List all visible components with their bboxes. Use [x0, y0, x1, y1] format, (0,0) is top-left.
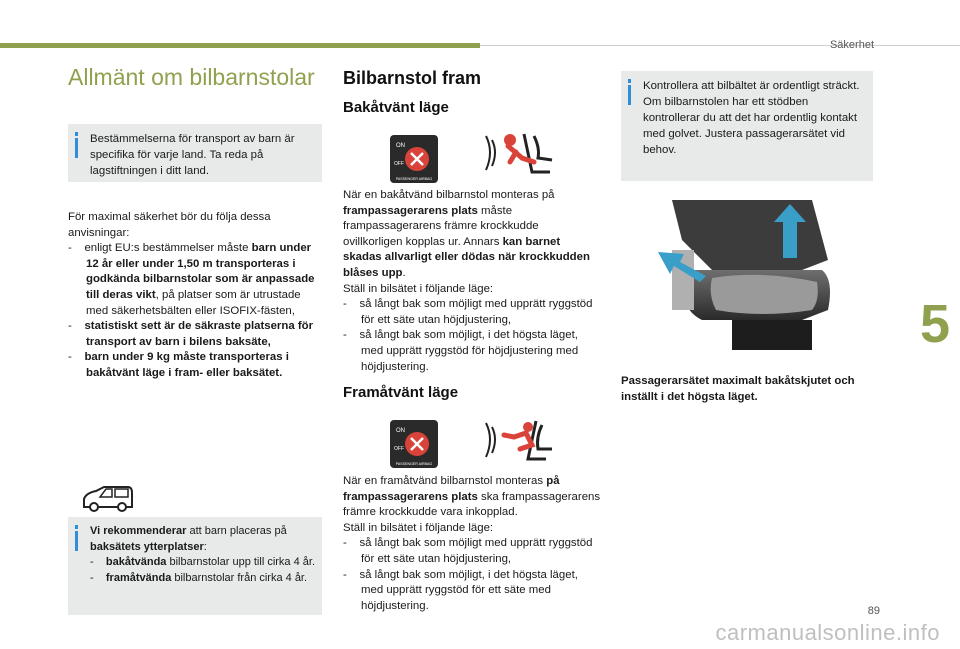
chapter-number: 5 — [920, 294, 951, 354]
rear-instruction: Ställ in bilsätet i följande läge: — [343, 282, 494, 295]
intro-text: För maximal säkerhet bör du följa dessa anvisningar: — [68, 211, 271, 239]
photo-caption: Passagerarsätet maximalt bakåtskjutet och inställt i det högsta läget. — [621, 375, 855, 403]
airbag-off-icon — [390, 135, 438, 183]
passenger-seat-photo — [652, 200, 834, 356]
info-icon — [75, 132, 78, 172]
list-item: - framåtvända bilbarnstolar från cirka 4 år. — [90, 571, 308, 584]
svg-text:PASSENGER AIRBAG: PASSENGER AIRBAG — [395, 177, 433, 181]
page-title: Allmänt om bilbarnstolar — [68, 64, 315, 90]
section-title: Bilbarnstol fram — [343, 68, 482, 88]
watermark: carmanualsonline.info — [715, 620, 940, 645]
info-box-legislation — [68, 124, 322, 182]
forward-facing-airbag-icon — [480, 415, 560, 467]
forward-instruction: Ställ in bilsätet i följande läge: — [343, 521, 494, 534]
list-item: - så långt bak som möjligt med upprätt ryggstöd för ett säte utan höjdjustering, — [343, 298, 593, 326]
info-box-text: Bestämmelserna för transport av barn är specifika för varje land. Ta reda på lagstiftningen i ditt land. — [90, 133, 295, 177]
svg-text:OFF: OFF — [394, 446, 404, 452]
car-icon — [82, 483, 134, 513]
info-box-recommendation — [68, 517, 322, 615]
list-item: - barn under 9 kg måste transporteras i bakåtvänt läge i fram- eller baksätet. — [68, 351, 289, 379]
left-guidelines — [68, 210, 324, 382]
svg-text:ON: ON — [396, 428, 405, 434]
list-item: - statistiskt sett är de säkraste platserna för transport av barn i bilens baksäte, — [68, 320, 314, 348]
airbag-off-icon — [390, 420, 438, 468]
info-box-seatbelt — [621, 71, 873, 181]
rear-facing-airbag-warning-icon — [480, 128, 560, 180]
page-number: 89 — [867, 605, 880, 617]
list-item: - så långt bak som möjligt med upprätt ryggstöd för ett säte utan höjdjustering, — [343, 537, 593, 565]
list-item: - så långt bak som möjligt, i det högsta läget, med upprätt ryggstöd för höjdjustering med höjdjustering. — [343, 329, 579, 373]
forward-facing-title: Framåtvänt läge — [343, 384, 459, 401]
recommendation-text: Vi rekommenderar att barn placeras på baksätets ytterplatser: - bakåtvända bilbarnstolar upp till cirka 4 år. - framåtvända bilbarnstolar från cirka 4 år. — [90, 524, 318, 586]
section-name: Säkerhet — [829, 39, 874, 51]
info-icon — [75, 525, 78, 565]
list-item: - enligt EU:s bestämmelser måste barn under 12 år eller under 1,50 m transporteras i godkända bilbarnstolar som är anpassade till deras vikt, på platser som är utrustade med säkerhetsbälten eller ISOFIX-fästen, — [68, 242, 315, 317]
svg-text:ON: ON — [396, 143, 405, 149]
info-icon — [628, 79, 631, 119]
rear-warning: När en bakåtvänd bilbarnstol monteras på frampassagerarens plats måste frampassagerarens främre krockkudde ovillkorligen kopplas ur. Annars kan barnet skadas allvarligt eller dödas när krockkudden blåses upp. — [343, 189, 590, 279]
rear-facing-text — [343, 188, 601, 375]
rear-facing-title: Bakåtvänt läge — [343, 99, 449, 116]
svg-text:PASSENGER AIRBAG: PASSENGER AIRBAG — [395, 462, 433, 466]
svg-text:OFF: OFF — [394, 161, 404, 167]
list-item: - bakåtvända bilbarnstolar upp till cirka 4 år. — [90, 556, 315, 568]
forward-info: När en framåtvänd bilbarnstol monteras på frampassagerarens plats ska frampassagerarens främre krockkudde vara inkopplad. — [343, 475, 601, 519]
header-rule — [480, 45, 960, 46]
header-accent-bar — [0, 43, 480, 48]
list-item: - så långt bak som möjligt, i det högsta läget, med upprätt ryggstöd för ett säte med höjdjustering. — [343, 568, 578, 612]
chapter-tab — [920, 293, 960, 353]
info-box-text: Kontrollera att bilbältet är ordentligt sträckt. Om bilbarnstolen har ett stödben kontrollerar du att det har ordentlig kontakt med golvet. Justera passagerarsätet vid behov. — [643, 80, 860, 156]
forward-facing-text — [343, 474, 601, 614]
